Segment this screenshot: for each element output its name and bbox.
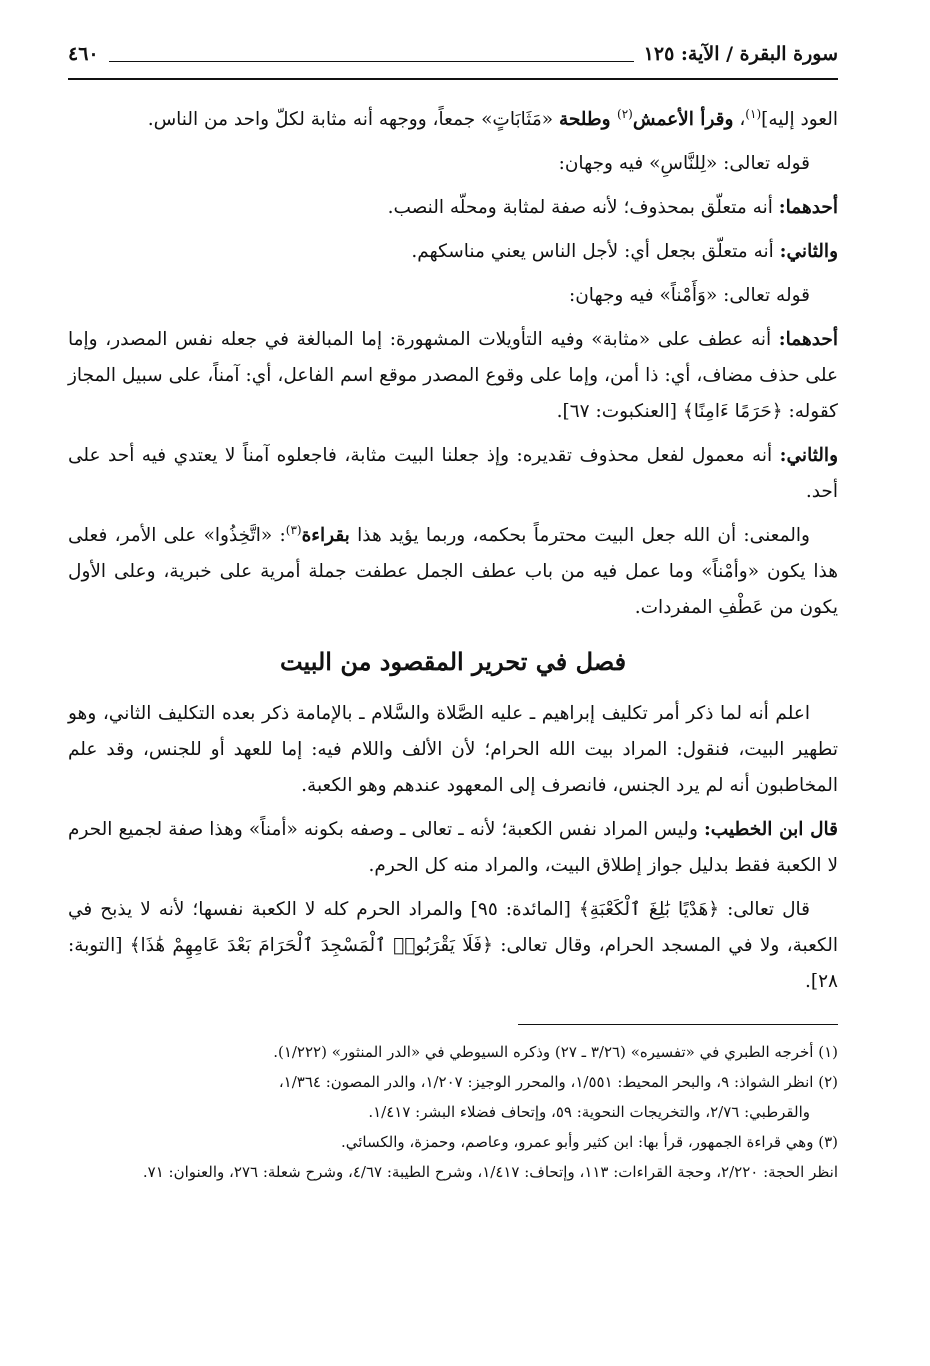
footnote-2: (٢) انظر الشواذ: ٩، والبحر المحيط: ١/٥٥١، والمحرر الوجيز: ١/٢٠٧، والدر المصون: ١/٣٦٤،: [278, 1073, 838, 1091]
footnote-1: (١) أخرجه الطبري في «تفسيره» (٣/٢٦ ـ ٢٧) وذكره السيوطي في «الدر المنثور» (١/٢٢٢).: [273, 1043, 838, 1061]
bold-text: والثاني:: [779, 241, 838, 262]
paragraph-9: اعلم أنه لما ذكر أمر تكليف إبراهيم ـ عليه الصَّلاة والسَّلام ـ بالإمامة ذكر بعده التكليف الثاني، وهو تطهير البيت، فنقول: المراد بيت الله الحرام؛ لأن الألف واللام فيه: إما للعهد أو للجنس، وقد علم المخاطبون أنه لم يرد الجنس، فانصرف إلى المعهود عندهم وهو الكعبة.: [68, 703, 838, 796]
footnote-3-continued: انظر الحجة: ٢/٢٢٠، وحجة القراءات: ١١٣، وإتحاف: ١/٤١٧، وشرح الطيبة: ٤/٦٧، وشرح شعلة: ٢٧٦، والعنوان: ٧١.: [142, 1163, 838, 1181]
bold-text: قال ابن الخطيب:: [703, 819, 839, 840]
main-text: [68, 102, 838, 1000]
paragraph-10: [68, 812, 838, 884]
book-page: [68, 34, 838, 1187]
paragraph-1: [68, 102, 838, 138]
footnote-2-continued: والقرطبي: ٢/٧٦، والتخريجات النحوية: ٥٩، وإتحاف فضلاء البشر: ١/٤١٧.: [368, 1103, 810, 1121]
paragraph-5: قوله تعالى: «وَأَمْناً» فيه وجهان:: [568, 285, 810, 306]
bold-text: أحدهما:: [778, 197, 838, 218]
page-header: [68, 34, 838, 74]
text-span: العود إليه]: [761, 109, 838, 130]
text-span: وليس المراد نفس الكعبة؛ لأنه ـ تعالى ـ وصفه بكونه «أمناً» وهذا صفة لجميع الحرم لا الكعبة فقط بدليل جواز إطلاق البيت، والمراد منه كل الحرم.: [68, 819, 838, 876]
bold-text: والثاني:: [779, 445, 838, 466]
text-span: أنه عطف على «مثابة» وفيه التأويلات المشهورة: إما المبالغة في جعله نفس المصدر، وإما على حذف مضاف، أي: ذا أمن، وإما على وقوع المصدر موقع اسم الفاعل، أي: آمناً، على سبيل المجاز كقوله: ﴿حَرَمًا ءَامِنًا﴾ [العنكبوت: ٦٧].: [68, 329, 838, 422]
footnote-divider: [518, 1024, 838, 1025]
running-title: سورة البقرة / الآية: ١٢٥: [643, 43, 838, 65]
section-heading: فصل في تحرير المقصود من البيت: [279, 647, 627, 676]
text-span: والمعنى: أن الله جعل البيت محترماً بحكمه، وربما يؤيد هذا: [349, 525, 810, 546]
page-number: ٤٦٠: [68, 43, 99, 65]
bold-text: وطلحة: [558, 109, 618, 130]
footnotes: [68, 1037, 838, 1187]
header-divider: [68, 78, 838, 80]
header-rule: [109, 47, 634, 62]
bold-text: بقراءة: [301, 525, 350, 546]
footnote-ref: (١): [745, 106, 762, 121]
text-span: ،: [733, 109, 746, 130]
paragraph-2: قوله تعالى: «لِلنَّاسِ» فيه وجهان:: [558, 153, 810, 174]
bold-text: وقرأ الأعمش: [632, 109, 734, 130]
paragraph-11: قال تعالى: ﴿هَدْيًا بَٰلِغَ ٱلْكَعْبَةِ﴾ [المائدة: ٩٥] والمراد الحرم كله لا الكعبة نفسها؛ لأنه لا يذبح في الكعبة، ولا في المسجد الحرام، وقال تعالى: ﴿فَلَا يَقْرَبُوا۟ ٱلْمَسْجِدَ ٱلْحَرَامَ بَعْدَ عَامِهِمْ هَٰذَا﴾ [التوبة: ٢٨].: [68, 899, 838, 992]
paragraph-6: [68, 322, 838, 430]
text-span: أنه معمول لفعل محذوف تقديره: وإذ جعلنا البيت مثابة، فاجعلوه آمناً لا يعتدي فيه أحد على أحد.: [68, 445, 838, 502]
footnote-ref: (٢): [617, 106, 633, 121]
text-span: أنه متعلّق بجعل أي: لأجل الناس يعني مناسكهم.: [411, 241, 780, 262]
footnote-ref: (٣): [285, 522, 302, 537]
text-span: «مَثَابَاتٍ» جمعاً، ووجهه أنه مثابة لكلّ واحد من الناس.: [147, 109, 559, 130]
paragraph-7: [68, 438, 838, 510]
paragraph-3: [68, 190, 838, 226]
paragraph-8: [68, 518, 838, 626]
footnote-3: (٣) وهي قراءة الجمهور، قرأ بها: ابن كثير وأبو عمرو، وعاصم، وحمزة، والكسائي.: [340, 1133, 838, 1151]
text-span: أنه متعلّق بمحذوف؛ لأنه صفة لمثابة ومحلّه النصب.: [387, 197, 779, 218]
bold-text: أحدهما:: [778, 329, 838, 350]
paragraph-4: [68, 234, 838, 270]
text-span: : «اتَّخِذُوا» على الأمر، فعلى هذا يكون «وأمْناً» وما عمل فيه من باب عطف الجمل عطفت جملة أمرية على خبرية، وعلى الأول يكون من عَطْفِ المفردات.: [68, 525, 838, 618]
